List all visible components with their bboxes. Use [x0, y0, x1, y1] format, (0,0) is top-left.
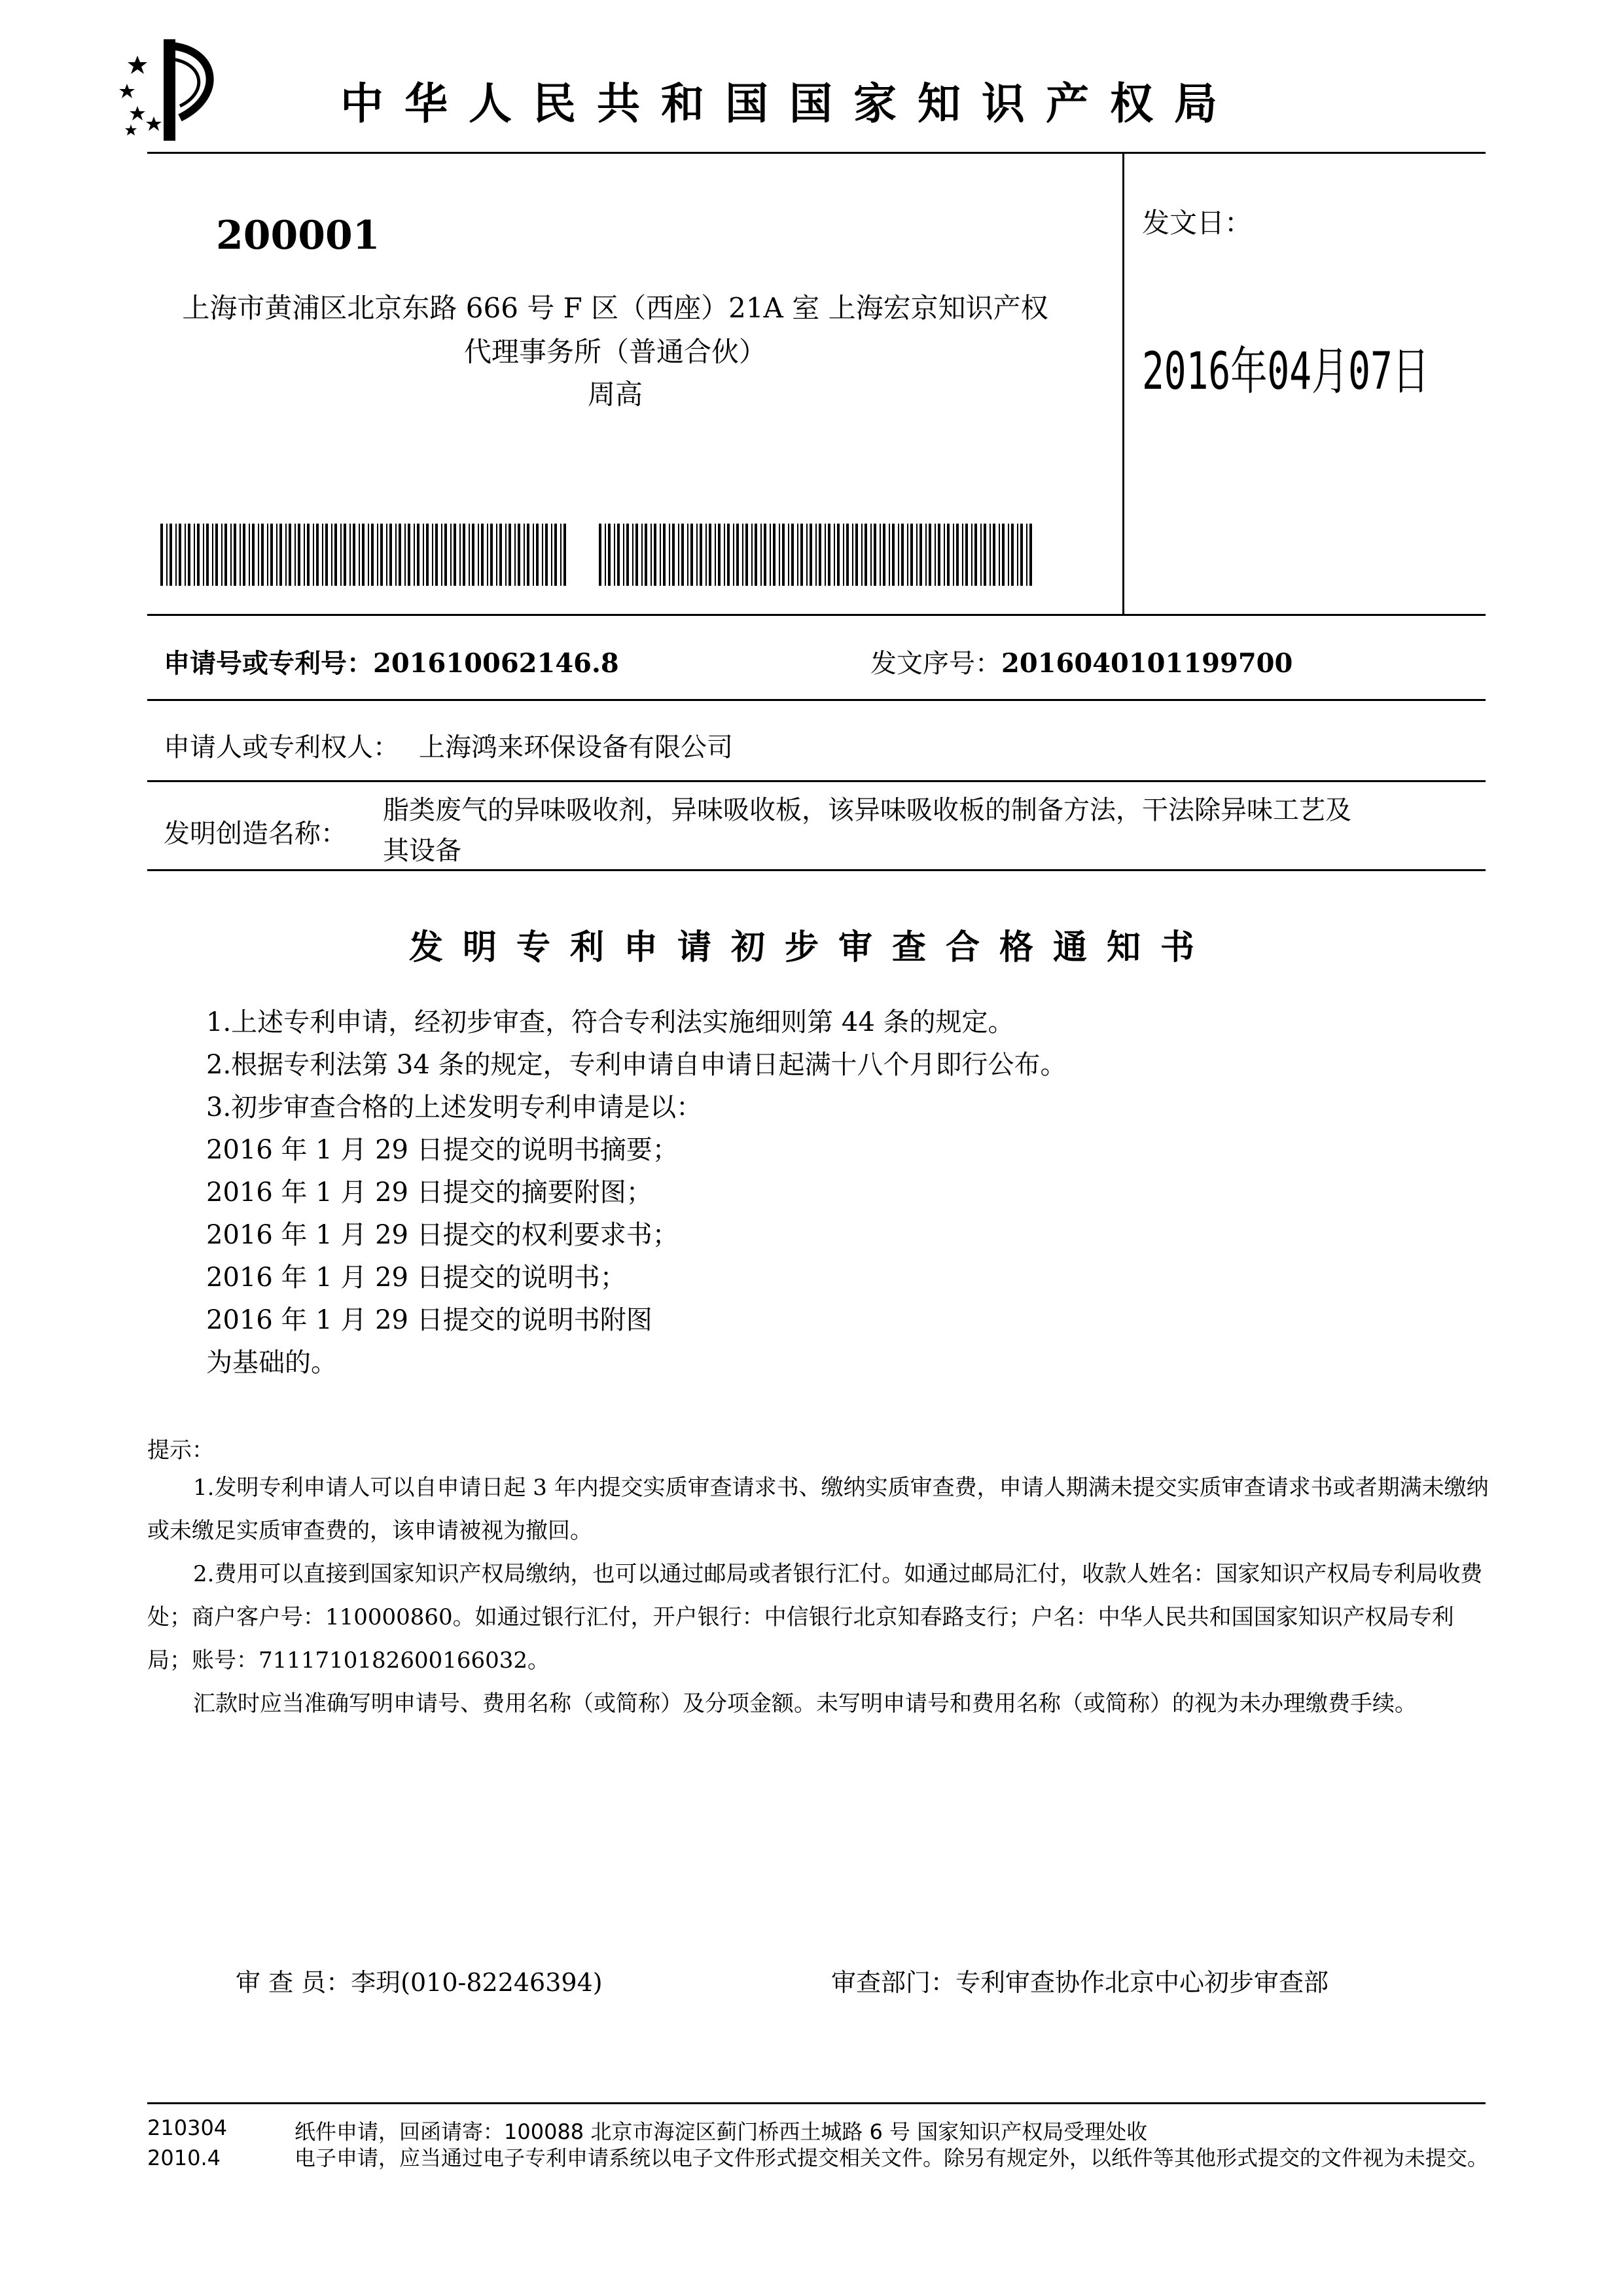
barcode-bar: [487, 524, 488, 586]
barcode-bar: [179, 524, 181, 586]
barcode-bar: [463, 524, 465, 586]
barcode-bar: [212, 524, 213, 586]
barcode-bar: [834, 524, 835, 586]
barcode-bar: [901, 524, 904, 586]
barcode-bar: [441, 524, 442, 586]
barcode-bar: [261, 524, 264, 586]
barcode-bar: [925, 524, 927, 586]
barcode-bar: [898, 524, 899, 586]
barcode-bar: [669, 524, 670, 586]
barcode-bar: [733, 524, 734, 586]
barcode-bar: [965, 524, 968, 586]
barcode-bar: [605, 524, 606, 586]
barcode-bar: [331, 524, 332, 586]
applicant-name: 上海鸿来环保设备有限公司: [419, 732, 733, 762]
barcode-bar: [386, 524, 387, 586]
barcode-bar: [870, 524, 872, 586]
barcode-bar: [408, 524, 410, 586]
barcode-bar: [690, 524, 693, 586]
sipo-logo: [118, 33, 229, 144]
footer-rule: [147, 2102, 1486, 2104]
barcode-bar: [478, 524, 479, 586]
barcode-bar: [234, 524, 236, 586]
barcode-bar: [426, 524, 429, 586]
barcode-bar: [197, 524, 200, 586]
barcode-bar: [727, 524, 730, 586]
barcode-bar: [718, 524, 721, 586]
barcode-bar: [773, 524, 776, 586]
barcode-bar: [536, 524, 539, 586]
barcode-bar: [660, 524, 661, 586]
barcode-bar: [623, 524, 624, 586]
barcode-bar: [508, 524, 511, 586]
barcode-bar: [359, 524, 360, 586]
barcode-bar: [545, 524, 548, 586]
tip-item: [147, 1682, 1489, 1725]
barcode-bar: [371, 524, 374, 586]
barcode-bar: [892, 524, 895, 586]
barcode-bar: [641, 524, 643, 586]
applicant-row: [164, 726, 733, 764]
barcode-bar: [715, 524, 716, 586]
barcode-bar: [608, 524, 611, 586]
barcode-bar: [810, 524, 812, 586]
barcode-left: [160, 524, 566, 586]
barcode-bar: [289, 524, 291, 586]
barcode-bar: [681, 524, 684, 586]
barcode-bar: [340, 524, 342, 586]
barcode-bar: [444, 524, 447, 586]
barcode-bar: [755, 524, 757, 586]
tip-item: [147, 1466, 1489, 1552]
barcode-bar: [1020, 524, 1023, 586]
barcode-bar: [764, 524, 766, 586]
barcode-bar: [938, 524, 940, 586]
barcode-bar: [700, 524, 702, 586]
barcode-bar: [294, 524, 296, 586]
barcode-bar: [883, 524, 885, 586]
invention-title-line-2: 其设备: [383, 836, 461, 866]
barcode-bar: [1026, 524, 1027, 586]
barcode-bar: [270, 524, 273, 586]
barcode-bar: [782, 524, 785, 586]
barcode-bar: [267, 524, 268, 586]
barcode-bar: [855, 524, 858, 586]
barcode-right: [599, 524, 1034, 586]
invention-title-line-1: 脂类废气的异味吸收剂，异味吸收板，该异味吸收板的制备方法，干法除异味工艺及: [383, 795, 1351, 825]
notice-title: 发明专利申请初步审查合格通知书: [408, 928, 1214, 967]
barcode-bar: [169, 524, 172, 586]
rule-below-number: [147, 699, 1486, 701]
serial-number-label: 发文序号：: [870, 649, 1001, 679]
recipient-name: 周高: [587, 378, 643, 410]
barcode-bar: [635, 524, 638, 586]
notice-line: 2016 年 1 月 29 日提交的摘要附图；: [206, 1177, 652, 1208]
barcode-bar: [454, 524, 456, 586]
barcode-bar: [745, 524, 748, 586]
barcode-bar: [947, 524, 950, 586]
barcode-bar: [1002, 524, 1005, 586]
barcode-bar: [935, 524, 936, 586]
issue-date-label: 发文日：: [1142, 207, 1253, 239]
barcode-bar: [377, 524, 378, 586]
header-rule: [147, 152, 1486, 154]
barcode-bar: [215, 524, 218, 586]
barcode-bar: [632, 524, 633, 586]
barcode-bar: [490, 524, 493, 586]
examining-department: 审查部门：专利审查协作北京中心初步审查部: [831, 1968, 1329, 1997]
barcode-bar: [654, 524, 656, 586]
tip-text: 汇款时应当准确写明申请号、费用名称（或简称）及分项金额。未写明申请号和费用名称（或简称）的视为未办理缴费手续。: [193, 1691, 1417, 1717]
barcode-bar: [518, 524, 520, 586]
barcode-bar: [1011, 524, 1014, 586]
barcode-bar: [770, 524, 771, 586]
barcode-bar: [380, 524, 383, 586]
barcode-bar: [709, 524, 711, 586]
barcode-bar: [322, 524, 323, 586]
notice-line: 2016 年 1 月 29 日提交的权利要求书；: [206, 1220, 679, 1250]
barcode-bar: [980, 524, 982, 586]
rule-below-applicant: [147, 780, 1486, 782]
barcode-bar: [554, 524, 557, 586]
barcode-bar: [423, 524, 424, 586]
form-version: 2010.4: [147, 2145, 221, 2170]
barcode-bar: [617, 524, 620, 586]
barcode-bar: [953, 524, 954, 586]
barcode-bar: [724, 524, 725, 586]
rule-below-address: [147, 614, 1486, 616]
barcode-bar: [797, 524, 798, 586]
barcode-bar: [825, 524, 826, 586]
barcode-bar: [160, 524, 163, 586]
barcode-bar: [551, 524, 552, 586]
barcode-bar: [279, 524, 282, 586]
barcode-bar: [779, 524, 780, 586]
barcode-bar: [252, 524, 255, 586]
office-name: 中华人民共和国国家知识产权局: [340, 79, 1238, 129]
barcode-bar: [800, 524, 803, 586]
barcode-bar: [687, 524, 688, 586]
barcode-bar: [672, 524, 675, 586]
rule-below-invention: [147, 869, 1486, 871]
barcode-bar: [414, 524, 415, 586]
barcode-bar: [481, 524, 484, 586]
examiner: 审 查 员：李玥(010-82246394): [236, 1968, 603, 1997]
barcode-bar: [203, 524, 204, 586]
barcode-bar: [696, 524, 698, 586]
barcode-bar: [599, 524, 601, 586]
barcode-bar: [614, 524, 615, 586]
barcode-bar: [944, 524, 945, 586]
applicant-label: 申请人或专利权人：: [164, 732, 399, 762]
barcode-bar: [563, 524, 566, 586]
barcode-bar: [395, 524, 397, 586]
barcode-bar: [865, 524, 867, 586]
barcode-bar: [819, 524, 821, 586]
application-number-label: 申请号或专利号：: [164, 648, 373, 679]
barcode-bar: [243, 524, 245, 586]
barcode-bar: [645, 524, 647, 586]
barcode-bar: [353, 524, 355, 586]
barcode-bar: [910, 524, 913, 586]
barcode-bar: [971, 524, 972, 586]
barcode-bar: [1017, 524, 1018, 586]
barcode-bar: [298, 524, 300, 586]
barcode-bar: [175, 524, 177, 586]
barcode-bar: [432, 524, 433, 586]
barcode-bar: [194, 524, 195, 586]
barcode-bar: [249, 524, 250, 586]
barcode-bar: [1008, 524, 1009, 586]
barcode-bar: [984, 524, 986, 586]
barcode-bar: [496, 524, 497, 586]
barcode-bar: [993, 524, 995, 586]
invention-label: 发明创造名称：: [164, 819, 347, 849]
serial-number-row: [870, 643, 1293, 680]
barcode-bar: [1029, 524, 1032, 586]
barcode-bar: [907, 524, 908, 586]
barcode-bar: [258, 524, 259, 586]
barcode-bar: [852, 524, 853, 586]
barcode-bar: [166, 524, 168, 586]
barcode-bar: [916, 524, 918, 586]
postcode: 200001: [216, 213, 380, 259]
barcode-bar: [221, 524, 223, 586]
barcode-bar: [285, 524, 287, 586]
application-number-row: [164, 643, 619, 680]
barcode-bar: [404, 524, 406, 586]
barcode-bar: [626, 524, 629, 586]
notice-line: 2016 年 1 月 29 日提交的说明书摘要；: [206, 1135, 679, 1165]
barcode-bar: [791, 524, 794, 586]
tip-item: [147, 1552, 1489, 1682]
address-line-1: 上海市黄浦区北京东路 666 号 F 区（西座）21A 室 上海宏京知识产权: [182, 292, 1048, 324]
barcode-bar: [815, 524, 817, 586]
notice-line: 2.根据专利法第 34 条的规定，专利申请自申请日起满十八个月即行公布。: [206, 1050, 1067, 1080]
notice-line: 为基础的。: [206, 1348, 337, 1378]
barcode-bar: [874, 524, 876, 586]
notice-line: 1.上述专利申请，经初步审查，符合专利法实施细则第 44 条的规定。: [206, 1007, 1014, 1037]
barcode-bar: [705, 524, 707, 586]
barcode-bar: [663, 524, 666, 586]
barcode-bar: [240, 524, 241, 586]
barcode-bar: [919, 524, 922, 586]
notice-line: 2016 年 1 月 29 日提交的说明书附图: [206, 1305, 652, 1335]
tip-text: 2.费用可以直接到国家知识产权局缴纳，也可以通过邮局或者银行汇付。如通过邮局汇付，收款人姓名：国家知识产权局专利局收费处；商户客户号：110000860。如通过银行汇付，开户银行：中信银行北京知春路支行；户名：中华人民共和国国家知识产权局专利局；账号：7111710182600166032。: [147, 1561, 1483, 1674]
barcode-bar: [469, 524, 470, 586]
barcode-bar: [751, 524, 753, 586]
barcode-bar: [499, 524, 502, 586]
address-divider: [1122, 152, 1124, 615]
barcode-bar: [837, 524, 840, 586]
paper-submission-note: 纸件申请，回函请寄：100088 北京市海淀区蓟门桥西土城路 6 号 国家知识产权局受理处收: [294, 2119, 1148, 2144]
barcode-bar: [188, 524, 190, 586]
barcode-bar: [362, 524, 365, 586]
tip-text: 1.发明专利申请人可以自申请日起 3 年内提交实质审查请求书、缴纳实质审查费，申请人期满未提交实质审查请求书或者期满未缴纳或未缴足实质审查费的，该申请被视为撤回。: [147, 1475, 1489, 1544]
notice-line: 2016 年 1 月 29 日提交的说明书；: [206, 1263, 626, 1293]
barcode-bar: [349, 524, 351, 586]
barcode-bar: [736, 524, 739, 586]
form-code: 210304: [147, 2115, 228, 2140]
barcode-bar: [880, 524, 881, 586]
barcode-bar: [651, 524, 652, 586]
barcode-bar: [334, 524, 337, 586]
barcode-bar: [344, 524, 346, 586]
barcode-bar: [230, 524, 232, 586]
barcode-bar: [560, 524, 562, 586]
barcode-bar: [962, 524, 963, 586]
notice-line: 3.初步审查合格的上述发明专利申请是以：: [206, 1092, 703, 1122]
barcode-bar: [861, 524, 863, 586]
barcode-bar: [224, 524, 227, 586]
electronic-submission-note: 电子申请，应当通过电子专利申请系统以电子文件形式提交相关文件。除另有规定外，以纸件等其他形式提交的文件视为未提交。: [294, 2145, 1489, 2170]
tips-label: 提示：: [147, 1437, 214, 1463]
barcode-bar: [459, 524, 461, 586]
barcode-bar: [846, 524, 849, 586]
barcode-bar: [307, 524, 310, 586]
application-number: 201610062146.8: [373, 648, 619, 679]
barcode-bar: [316, 524, 319, 586]
address-line-2: 代理事务所（普通合伙）: [463, 336, 766, 368]
barcode-bar: [974, 524, 977, 586]
barcode-bar: [185, 524, 186, 586]
barcode-bar: [999, 524, 1000, 586]
barcode-bar: [806, 524, 808, 586]
barcode-bar: [313, 524, 314, 586]
barcode-bar: [514, 524, 516, 586]
barcode-bar: [533, 524, 534, 586]
barcode-bar: [678, 524, 679, 586]
barcode-bar: [435, 524, 438, 586]
barcode-bar: [399, 524, 401, 586]
barcode-bar: [276, 524, 277, 586]
barcode-bar: [472, 524, 474, 586]
barcode-bar: [956, 524, 959, 586]
barcode-bar: [742, 524, 743, 586]
barcode-bar: [389, 524, 392, 586]
barcode-bar: [325, 524, 328, 586]
barcode-bar: [206, 524, 209, 586]
barcode-bar: [304, 524, 305, 586]
barcode-bar: [760, 524, 762, 586]
barcode-bar: [889, 524, 890, 586]
barcode-bar: [527, 524, 529, 586]
barcode-bar: [368, 524, 369, 586]
issue-date: 2016年04月07日: [1142, 342, 1429, 401]
serial-number: 2016040101199700: [1001, 648, 1293, 679]
barcode-bar: [929, 524, 931, 586]
barcode-bar: [417, 524, 419, 586]
barcode-bar: [828, 524, 830, 586]
barcode-bar: [505, 524, 507, 586]
barcode-bar: [990, 524, 991, 586]
barcode-bar: [788, 524, 789, 586]
barcode-bar: [843, 524, 844, 586]
barcode-bar: [542, 524, 543, 586]
barcode-bar: [450, 524, 452, 586]
barcode-bar: [524, 524, 525, 586]
